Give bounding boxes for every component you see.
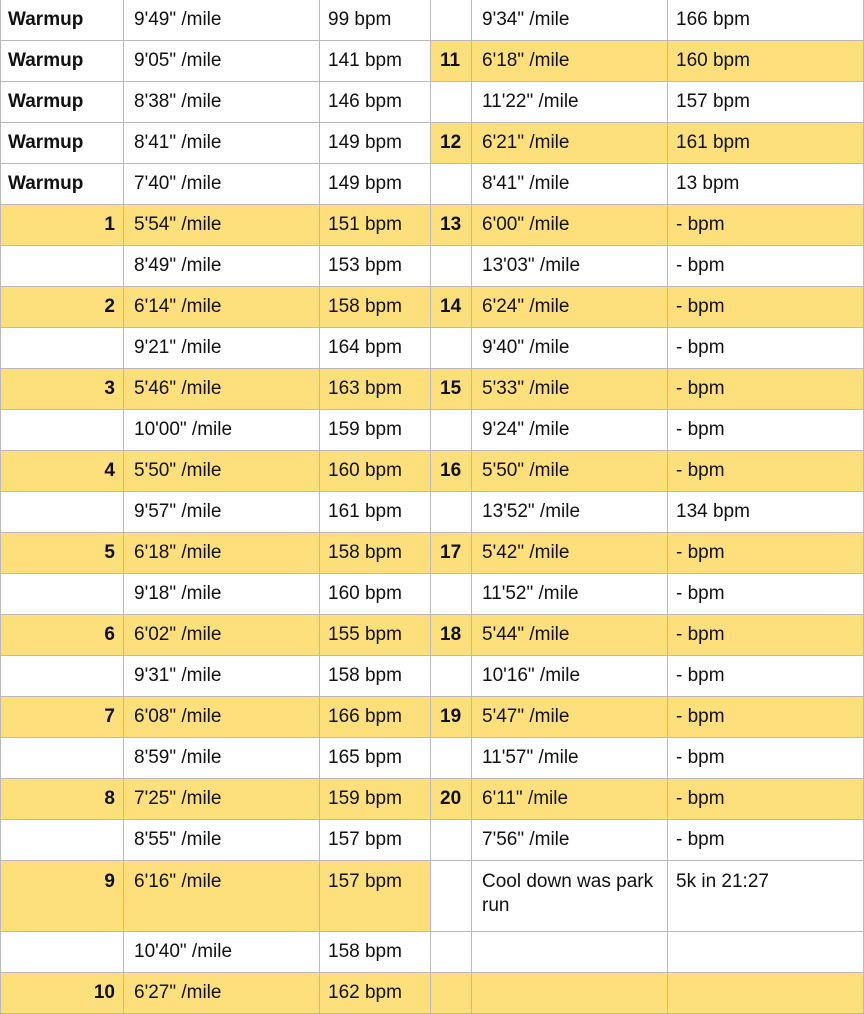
heart-rate-cell: 151 bpm — [320, 205, 431, 246]
split-label-cell: 2 — [1, 287, 124, 328]
heart-rate-cell: 157 bpm — [320, 820, 431, 861]
pace-cell: 9'18" /mile — [124, 574, 320, 615]
heart-rate-cell: 159 bpm — [320, 779, 431, 820]
split-label-cell: 8 — [1, 779, 124, 820]
pace-cell: 8'55" /mile — [124, 820, 320, 861]
pace-cell: 7'40" /mile — [124, 164, 320, 205]
heart-rate-cell: 134 bpm — [668, 492, 864, 533]
pace-cell: 5'47" /mile — [472, 697, 668, 738]
pace-cell: 10'00" /mile — [124, 410, 320, 451]
split-number-cell — [431, 973, 472, 1014]
split-label-cell — [1, 492, 124, 533]
split-label-cell — [1, 410, 124, 451]
split-number-cell: 19 — [431, 697, 472, 738]
pace-cell: 8'41" /mile — [472, 164, 668, 205]
pace-cell: 6'18" /mile — [124, 533, 320, 574]
pace-cell: 6'24" /mile — [472, 287, 668, 328]
table-row — [1, 738, 864, 779]
table-row — [1, 973, 864, 1014]
heart-rate-cell: - bpm — [668, 533, 864, 574]
split-label-cell: 5 — [1, 533, 124, 574]
split-label-cell: Warmup — [1, 123, 124, 164]
split-number-cell: 13 — [431, 205, 472, 246]
table-row — [1, 410, 864, 451]
pace-cell: 7'25" /mile — [124, 779, 320, 820]
heart-rate-cell: - bpm — [668, 410, 864, 451]
table-row — [1, 656, 864, 697]
pace-cell — [472, 973, 668, 1014]
table-row — [1, 574, 864, 615]
split-number-cell — [431, 574, 472, 615]
pace-cell: 9'49" /mile — [124, 0, 320, 41]
heart-rate-cell: - bpm — [668, 287, 864, 328]
pace-cell: 6'00" /mile — [472, 205, 668, 246]
heart-rate-cell — [668, 932, 864, 973]
split-label-cell — [1, 738, 124, 779]
table-row — [1, 164, 864, 205]
heart-rate-cell: 161 bpm — [668, 123, 864, 164]
pace-cell: 6'16" /mile — [124, 861, 320, 932]
split-label-cell: Warmup — [1, 0, 124, 41]
split-label-cell: 7 — [1, 697, 124, 738]
split-number-cell: 16 — [431, 451, 472, 492]
pace-cell: 9'31" /mile — [124, 656, 320, 697]
split-number-cell: 15 — [431, 369, 472, 410]
heart-rate-cell: 157 bpm — [320, 861, 431, 932]
heart-rate-cell: 161 bpm — [320, 492, 431, 533]
heart-rate-cell: 166 bpm — [320, 697, 431, 738]
pace-cell: 5'33" /mile — [472, 369, 668, 410]
heart-rate-cell: 163 bpm — [320, 369, 431, 410]
split-number-cell — [431, 328, 472, 369]
heart-rate-cell: - bpm — [668, 574, 864, 615]
pace-cell: 9'34" /mile — [472, 0, 668, 41]
split-label-cell: 6 — [1, 615, 124, 656]
interval-log-body — [1, 0, 864, 1014]
heart-rate-cell: - bpm — [668, 615, 864, 656]
heart-rate-cell: - bpm — [668, 820, 864, 861]
table-row — [1, 41, 864, 82]
pace-cell: 5'54" /mile — [124, 205, 320, 246]
pace-cell: 13'03" /mile — [472, 246, 668, 287]
split-number-cell — [431, 656, 472, 697]
heart-rate-cell: 160 bpm — [320, 574, 431, 615]
table-row — [1, 123, 864, 164]
split-number-cell — [431, 738, 472, 779]
heart-rate-cell: 158 bpm — [320, 533, 431, 574]
heart-rate-cell: 157 bpm — [668, 82, 864, 123]
heart-rate-cell: - bpm — [668, 328, 864, 369]
pace-cell: 10'40" /mile — [124, 932, 320, 973]
table-row — [1, 0, 864, 41]
split-number-cell — [431, 820, 472, 861]
split-number-cell: 18 — [431, 615, 472, 656]
split-label-cell — [1, 246, 124, 287]
split-number-cell — [431, 492, 472, 533]
split-label-cell: 10 — [1, 973, 124, 1014]
pace-cell: 5'50" /mile — [472, 451, 668, 492]
heart-rate-cell: 160 bpm — [320, 451, 431, 492]
pace-cell: 9'21" /mile — [124, 328, 320, 369]
pace-cell: 11'52" /mile — [472, 574, 668, 615]
split-number-cell: 12 — [431, 123, 472, 164]
table-row — [1, 328, 864, 369]
heart-rate-cell: 153 bpm — [320, 246, 431, 287]
table-row — [1, 820, 864, 861]
split-number-cell — [431, 0, 472, 41]
pace-cell: 6'14" /mile — [124, 287, 320, 328]
heart-rate-cell: 166 bpm — [668, 0, 864, 41]
heart-rate-cell: 13 bpm — [668, 164, 864, 205]
table-row — [1, 82, 864, 123]
split-number-cell — [431, 82, 472, 123]
split-label-cell: 1 — [1, 205, 124, 246]
heart-rate-cell — [668, 973, 864, 1014]
table-row — [1, 533, 864, 574]
table-row — [1, 861, 864, 932]
pace-cell: 6'11" /mile — [472, 779, 668, 820]
heart-rate-cell: - bpm — [668, 697, 864, 738]
pace-cell: 10'16" /mile — [472, 656, 668, 697]
split-label-cell: Warmup — [1, 41, 124, 82]
split-number-cell: 17 — [431, 533, 472, 574]
pace-cell: 9'24" /mile — [472, 410, 668, 451]
heart-rate-cell: 160 bpm — [668, 41, 864, 82]
split-number-cell — [431, 164, 472, 205]
heart-rate-cell: 159 bpm — [320, 410, 431, 451]
split-number-cell: 11 — [431, 41, 472, 82]
table-row — [1, 779, 864, 820]
split-label-cell: 3 — [1, 369, 124, 410]
table-row — [1, 697, 864, 738]
heart-rate-cell: 149 bpm — [320, 164, 431, 205]
split-number-cell — [431, 861, 472, 932]
pace-cell: 5'50" /mile — [124, 451, 320, 492]
pace-cell — [472, 932, 668, 973]
heart-rate-cell: - bpm — [668, 205, 864, 246]
heart-rate-cell: 162 bpm — [320, 973, 431, 1014]
split-label-cell — [1, 328, 124, 369]
split-label-cell — [1, 820, 124, 861]
pace-cell: 8'59" /mile — [124, 738, 320, 779]
heart-rate-cell: 99 bpm — [320, 0, 431, 41]
pace-cell: 5'44" /mile — [472, 615, 668, 656]
heart-rate-cell: - bpm — [668, 656, 864, 697]
pace-cell: 9'05" /mile — [124, 41, 320, 82]
split-number-cell — [431, 246, 472, 287]
split-label-cell: Warmup — [1, 164, 124, 205]
split-label-cell — [1, 932, 124, 973]
heart-rate-cell: - bpm — [668, 738, 864, 779]
table-row — [1, 369, 864, 410]
split-label-cell — [1, 656, 124, 697]
split-number-cell: 20 — [431, 779, 472, 820]
table-row — [1, 246, 864, 287]
heart-rate-cell: 141 bpm — [320, 41, 431, 82]
split-label-cell: 9 — [1, 861, 124, 932]
heart-rate-cell: - bpm — [668, 779, 864, 820]
table-row — [1, 205, 864, 246]
pace-cell: 13'52" /mile — [472, 492, 668, 533]
table-row — [1, 932, 864, 973]
pace-cell: 6'21" /mile — [472, 123, 668, 164]
heart-rate-cell: 158 bpm — [320, 932, 431, 973]
heart-rate-cell: 164 bpm — [320, 328, 431, 369]
split-number-cell: 14 — [431, 287, 472, 328]
pace-cell: 11'57" /mile — [472, 738, 668, 779]
pace-cell: 9'57" /mile — [124, 492, 320, 533]
pace-cell: Cool down was park run — [472, 861, 668, 932]
heart-rate-cell: 146 bpm — [320, 82, 431, 123]
pace-cell: 5'42" /mile — [472, 533, 668, 574]
heart-rate-cell: 158 bpm — [320, 287, 431, 328]
pace-cell: 6'08" /mile — [124, 697, 320, 738]
split-number-cell — [431, 410, 472, 451]
pace-cell: 11'22" /mile — [472, 82, 668, 123]
heart-rate-cell: 155 bpm — [320, 615, 431, 656]
table-row — [1, 615, 864, 656]
pace-cell: 6'27" /mile — [124, 973, 320, 1014]
pace-cell: 8'38" /mile — [124, 82, 320, 123]
pace-cell: 8'49" /mile — [124, 246, 320, 287]
pace-cell: 9'40" /mile — [472, 328, 668, 369]
heart-rate-cell: - bpm — [668, 246, 864, 287]
heart-rate-cell: 165 bpm — [320, 738, 431, 779]
pace-cell: 7'56" /mile — [472, 820, 668, 861]
pace-cell: 5'46" /mile — [124, 369, 320, 410]
split-label-cell: Warmup — [1, 82, 124, 123]
heart-rate-cell: 5k in 21:27 — [668, 861, 864, 932]
heart-rate-cell: - bpm — [668, 451, 864, 492]
heart-rate-cell: - bpm — [668, 369, 864, 410]
heart-rate-cell: 158 bpm — [320, 656, 431, 697]
pace-cell: 6'18" /mile — [472, 41, 668, 82]
pace-cell: 6'02" /mile — [124, 615, 320, 656]
table-row — [1, 451, 864, 492]
table-row — [1, 287, 864, 328]
split-number-cell — [431, 932, 472, 973]
table-row — [1, 492, 864, 533]
pace-cell: 8'41" /mile — [124, 123, 320, 164]
split-label-cell — [1, 574, 124, 615]
split-label-cell: 4 — [1, 451, 124, 492]
heart-rate-cell: 149 bpm — [320, 123, 431, 164]
